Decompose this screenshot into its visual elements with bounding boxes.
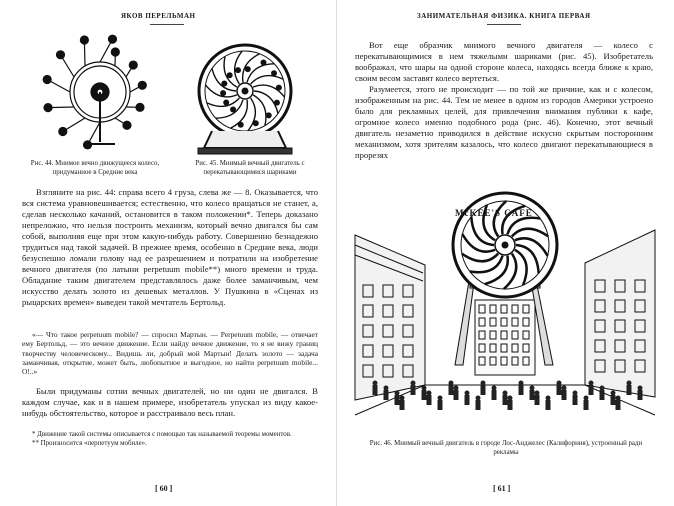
right-body-paragraph-2 — [355, 84, 653, 161]
fig44-weighted-wheel-illustration — [35, 32, 165, 152]
dialog-text: «— Что такое perpetuum mobile? — спросил Мартын. — Perpetuum mobile, — отвечает ему Бертольд, — это вечное движение. Если найду вечное движение, то я не вижу границ творчеству человеческому... Видишь ли, добрый мой Мартын! Делать золото — задача заманчивая, открытие, может быть, любопытное и выгодное, но найти perpetuum mobile... О!..» — [22, 330, 318, 377]
left-body-paragraph-2 — [22, 386, 318, 419]
fig46-street-wheel-illustration — [355, 185, 655, 415]
right-paragraph-2-text: Разумеется, этого не происходит — по той же причине, как и с колесом, изображенным на рис. 44. Тем не менее в одном из городов Америки устроено было для рекламных целей, для привлечения внимания публики к кафе, огромное колесо именно подобного рода (рис. 46). Конечно, этот вечный двигатель незаметно приводился в действие искусно скрытым посторонним механизмом, хотя зрителям казалось, что колесо двигают перекатывающиеся в прорезях — [355, 84, 653, 160]
left-running-header: ЯКОВ ПЕРЕЛЬМАН — [121, 12, 196, 20]
right-page — [337, 0, 674, 506]
left-paragraph-2-text: Были придуманы сотни вечных двигателей, но ни один не двигался. В каждом случае, как и в нашем примере, изобретатель упускал из виду какое-нибудь обстоятельство, которое и расстраивало весь план. — [22, 386, 318, 418]
right-paragraph-1-text: Вот еще образчик мнимого вечного двигателя — колесо с перекатывающимися в нем тяжелыми шариками (рис. 45). Изобретатель воображал, что шары на одной стороне колеса, находясь всегда ближе к краю, своим весом заставят колесо вертеться. — [355, 40, 653, 83]
fig45-caption: Рис. 45. Мнимый вечный двигатель с перекатывающимися шариками — [195, 160, 305, 176]
left-body-paragraph-1 — [22, 187, 318, 308]
right-page-number: [ 61 ] — [493, 484, 511, 493]
footnotes — [22, 430, 318, 448]
fig44-caption: Рис. 44. Мнимое вечно движущееся колесо, придуманное в Средние века — [30, 160, 160, 176]
footnote-2: ** Произносится «перпетуум мобиле». — [32, 440, 147, 447]
right-running-header: ЗАНИМАТЕЛЬНАЯ ФИЗИКА. КНИГА ПЕРВАЯ — [417, 12, 591, 20]
pushkin-dialog-quote — [22, 330, 318, 376]
mckees-cafe-sign: McKEE'S CAFE — [455, 208, 533, 218]
left-header-rule — [150, 24, 184, 25]
left-paragraph-1-text: Взгляните на рис. 44: справа всего 4 груза, слева же — 8. Оказывается, что вся система уравновешивается; естественно, что колесо вращаться не станет, а, сделав несколько качаний, остановится в таком положении*. Теперь доказано непреложно, что нельзя построить механизм, который вечно двигался бы сам собой, выполняя еще при этом какую-нибудь работу. Совершенно безнадежно трудиться над такой задачей. В прежнее время, особенно в Средние века, люди безуспешно ломали голову над ее разрешением и потратили на изобретение вечного двигателя (по латыни perpetuum mobile**) много времени и труда. Обладание таким двигателем представлялось даже более заманчивым, чем искусство делать золото из дешевых металлов. У Пушкина в «Сценах из рыцарских времен» выведен такой мечтатель Бертольд. — [22, 187, 318, 307]
fig46-caption: Рис. 46. Мнимый вечный двигатель в городе Лос-Анджелес (Калифорния), устроенный ради рекламы — [369, 440, 643, 456]
footnote-1: * Движение такой системы описывается с помощью так называемой теоремы моментов. — [32, 431, 292, 438]
left-page-number: [ 60 ] — [155, 484, 173, 493]
fig45-rolling-balls-wheel-illustration — [190, 36, 300, 156]
right-header-rule — [487, 24, 521, 25]
right-body-paragraph-1 — [355, 40, 653, 84]
